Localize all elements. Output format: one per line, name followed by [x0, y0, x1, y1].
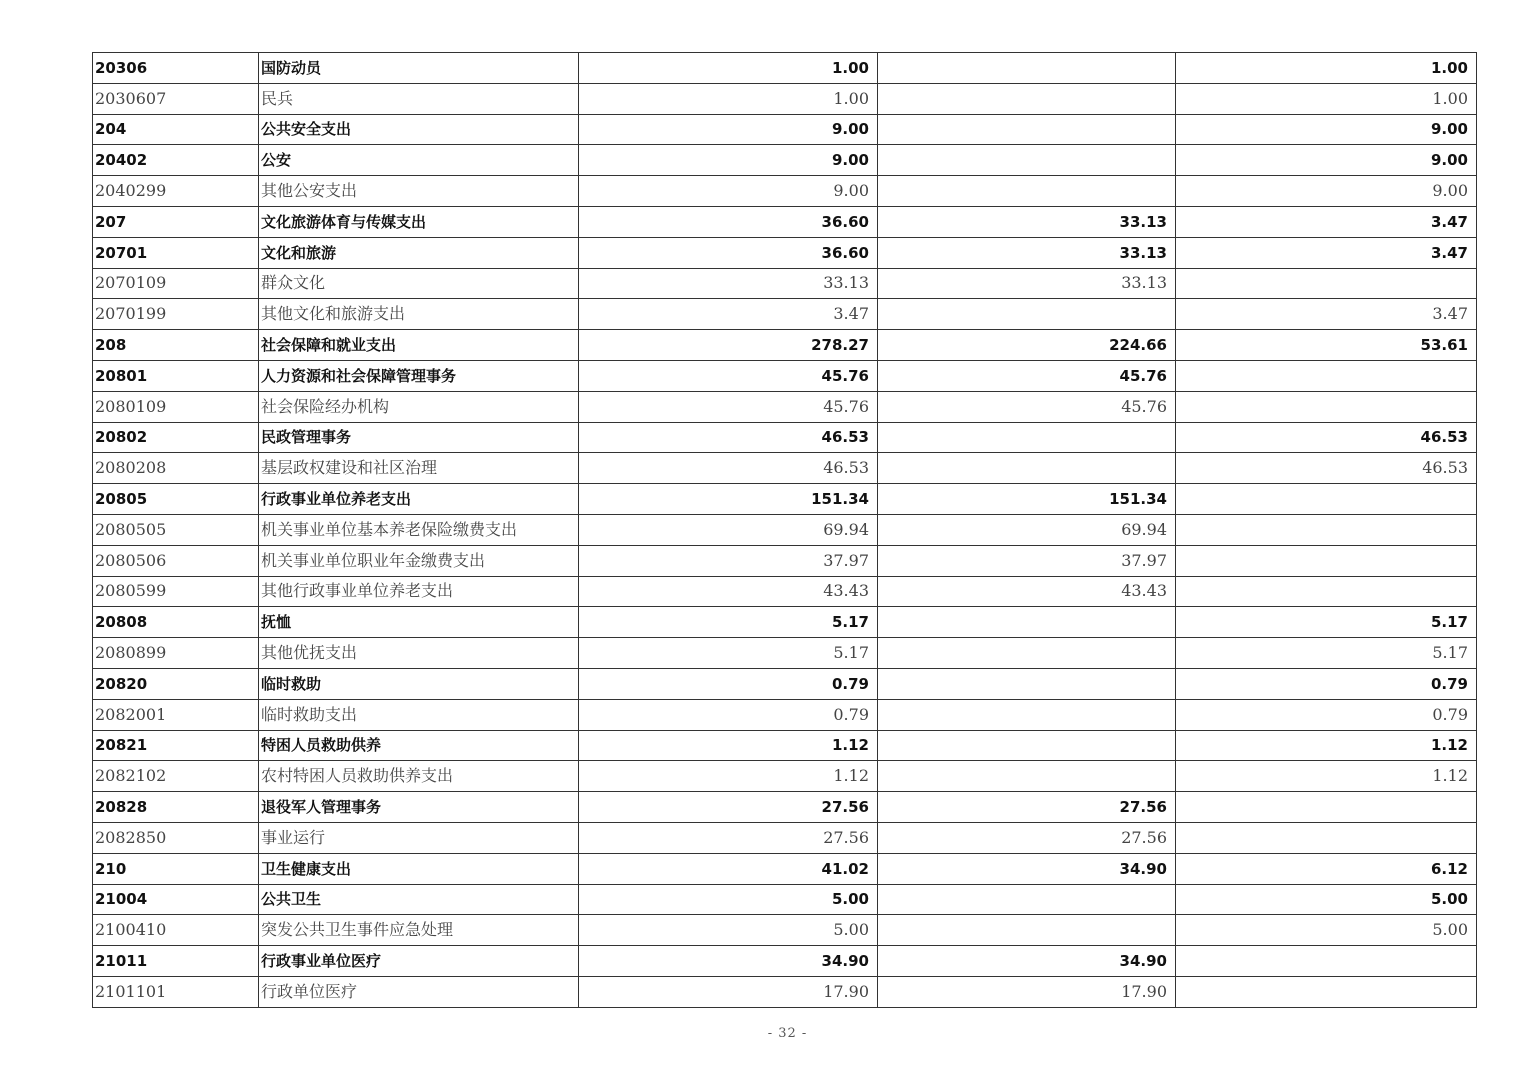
basic-expenditure-cell: 33.13 [878, 206, 1176, 237]
project-expenditure-cell: 5.17 [1176, 607, 1477, 638]
account-code-cell: 2101101 [93, 976, 259, 1007]
total-amount-cell: 9.00 [579, 176, 878, 207]
basic-expenditure-cell [878, 915, 1176, 946]
project-expenditure-cell [1176, 268, 1477, 299]
account-name-cell: 社会保险经办机构 [259, 391, 579, 422]
account-name-cell: 行政事业单位养老支出 [259, 484, 579, 515]
project-expenditure-cell: 53.61 [1176, 330, 1477, 361]
account-code-cell: 20402 [93, 145, 259, 176]
project-expenditure-cell [1176, 576, 1477, 607]
account-code-cell: 20820 [93, 668, 259, 699]
account-name-cell: 机关事业单位基本养老保险缴费支出 [259, 514, 579, 545]
basic-expenditure-cell [878, 299, 1176, 330]
basic-expenditure-cell: 34.90 [878, 853, 1176, 884]
account-name-cell: 公安 [259, 145, 579, 176]
table-row [93, 668, 1477, 699]
project-expenditure-cell: 9.00 [1176, 176, 1477, 207]
total-amount-cell: 3.47 [579, 299, 878, 330]
project-expenditure-cell: 0.79 [1176, 699, 1477, 730]
account-name-cell: 行政单位医疗 [259, 976, 579, 1007]
project-expenditure-cell [1176, 946, 1477, 977]
table-row [93, 730, 1477, 761]
account-code-cell: 20701 [93, 237, 259, 268]
account-name-cell: 特困人员救助供养 [259, 730, 579, 761]
expenditure-table [92, 52, 1477, 1008]
table-row [93, 638, 1477, 669]
basic-expenditure-cell: 33.13 [878, 268, 1176, 299]
table-row [93, 299, 1477, 330]
account-code-cell: 2080109 [93, 391, 259, 422]
basic-expenditure-cell [878, 638, 1176, 669]
table-row [93, 484, 1477, 515]
table-row [93, 176, 1477, 207]
basic-expenditure-cell: 43.43 [878, 576, 1176, 607]
total-amount-cell: 45.76 [579, 360, 878, 391]
table-row [93, 976, 1477, 1007]
table-row [93, 453, 1477, 484]
total-amount-cell: 36.60 [579, 237, 878, 268]
account-name-cell: 事业运行 [259, 822, 579, 853]
account-code-cell: 2080506 [93, 545, 259, 576]
total-amount-cell: 27.56 [579, 822, 878, 853]
basic-expenditure-cell [878, 83, 1176, 114]
total-amount-cell: 0.79 [579, 699, 878, 730]
account-code-cell: 210 [93, 853, 259, 884]
basic-expenditure-cell [878, 176, 1176, 207]
project-expenditure-cell [1176, 822, 1477, 853]
table-row [93, 360, 1477, 391]
total-amount-cell: 17.90 [579, 976, 878, 1007]
project-expenditure-cell: 3.47 [1176, 237, 1477, 268]
project-expenditure-cell: 0.79 [1176, 668, 1477, 699]
account-name-cell: 民政管理事务 [259, 422, 579, 453]
account-name-cell: 国防动员 [259, 53, 579, 84]
table-row [93, 514, 1477, 545]
page-number: - 32 - [767, 1026, 808, 1041]
project-expenditure-cell: 3.47 [1176, 299, 1477, 330]
basic-expenditure-cell: 37.97 [878, 545, 1176, 576]
table-row [93, 545, 1477, 576]
project-expenditure-cell [1176, 391, 1477, 422]
table-row [93, 761, 1477, 792]
total-amount-cell: 34.90 [579, 946, 878, 977]
total-amount-cell: 1.12 [579, 761, 878, 792]
account-code-cell: 204 [93, 114, 259, 145]
table-row [93, 83, 1477, 114]
account-code-cell: 2080899 [93, 638, 259, 669]
account-name-cell: 其他行政事业单位养老支出 [259, 576, 579, 607]
basic-expenditure-cell: 224.66 [878, 330, 1176, 361]
project-expenditure-cell: 5.00 [1176, 915, 1477, 946]
table-row [93, 822, 1477, 853]
project-expenditure-cell: 5.17 [1176, 638, 1477, 669]
table-row [93, 330, 1477, 361]
total-amount-cell: 9.00 [579, 114, 878, 145]
project-expenditure-cell: 46.53 [1176, 422, 1477, 453]
account-code-cell: 20801 [93, 360, 259, 391]
table-row [93, 53, 1477, 84]
account-name-cell: 人力资源和社会保障管理事务 [259, 360, 579, 391]
project-expenditure-cell [1176, 976, 1477, 1007]
project-expenditure-cell: 1.00 [1176, 53, 1477, 84]
account-code-cell: 2070109 [93, 268, 259, 299]
total-amount-cell: 69.94 [579, 514, 878, 545]
total-amount-cell: 5.00 [579, 915, 878, 946]
account-code-cell: 20805 [93, 484, 259, 515]
table-row [93, 206, 1477, 237]
basic-expenditure-cell [878, 730, 1176, 761]
account-code-cell: 2080599 [93, 576, 259, 607]
basic-expenditure-cell [878, 607, 1176, 638]
table-body [93, 53, 1477, 1008]
table-row [93, 237, 1477, 268]
total-amount-cell: 43.43 [579, 576, 878, 607]
total-amount-cell: 46.53 [579, 422, 878, 453]
account-code-cell: 207 [93, 206, 259, 237]
account-code-cell: 21004 [93, 884, 259, 915]
total-amount-cell: 27.56 [579, 792, 878, 823]
account-name-cell: 卫生健康支出 [259, 853, 579, 884]
project-expenditure-cell: 9.00 [1176, 145, 1477, 176]
account-code-cell: 2082102 [93, 761, 259, 792]
account-name-cell: 临时救助支出 [259, 699, 579, 730]
total-amount-cell: 1.00 [579, 83, 878, 114]
total-amount-cell: 151.34 [579, 484, 878, 515]
table-row [93, 576, 1477, 607]
total-amount-cell: 45.76 [579, 391, 878, 422]
account-code-cell: 2070199 [93, 299, 259, 330]
basic-expenditure-cell [878, 422, 1176, 453]
project-expenditure-cell [1176, 484, 1477, 515]
total-amount-cell: 1.12 [579, 730, 878, 761]
account-code-cell: 21011 [93, 946, 259, 977]
table-row [93, 114, 1477, 145]
account-code-cell: 20821 [93, 730, 259, 761]
project-expenditure-cell [1176, 360, 1477, 391]
account-name-cell: 其他文化和旅游支出 [259, 299, 579, 330]
project-expenditure-cell [1176, 792, 1477, 823]
table-row [93, 884, 1477, 915]
total-amount-cell: 36.60 [579, 206, 878, 237]
basic-expenditure-cell [878, 453, 1176, 484]
basic-expenditure-cell: 45.76 [878, 360, 1176, 391]
project-expenditure-cell: 46.53 [1176, 453, 1477, 484]
basic-expenditure-cell [878, 761, 1176, 792]
project-expenditure-cell: 3.47 [1176, 206, 1477, 237]
project-expenditure-cell: 6.12 [1176, 853, 1477, 884]
project-expenditure-cell [1176, 514, 1477, 545]
project-expenditure-cell: 1.12 [1176, 730, 1477, 761]
account-code-cell: 2100410 [93, 915, 259, 946]
table-row [93, 607, 1477, 638]
total-amount-cell: 41.02 [579, 853, 878, 884]
total-amount-cell: 9.00 [579, 145, 878, 176]
total-amount-cell: 1.00 [579, 53, 878, 84]
basic-expenditure-cell: 27.56 [878, 792, 1176, 823]
account-code-cell: 20828 [93, 792, 259, 823]
basic-expenditure-cell [878, 668, 1176, 699]
total-amount-cell: 5.00 [579, 884, 878, 915]
project-expenditure-cell: 1.12 [1176, 761, 1477, 792]
project-expenditure-cell: 5.00 [1176, 884, 1477, 915]
basic-expenditure-cell: 45.76 [878, 391, 1176, 422]
basic-expenditure-cell: 27.56 [878, 822, 1176, 853]
account-name-cell: 抚恤 [259, 607, 579, 638]
account-code-cell: 2080505 [93, 514, 259, 545]
table-row [93, 946, 1477, 977]
basic-expenditure-cell: 34.90 [878, 946, 1176, 977]
project-expenditure-cell: 9.00 [1176, 114, 1477, 145]
basic-expenditure-cell: 17.90 [878, 976, 1176, 1007]
account-name-cell: 机关事业单位职业年金缴费支出 [259, 545, 579, 576]
basic-expenditure-cell [878, 114, 1176, 145]
account-name-cell: 民兵 [259, 83, 579, 114]
total-amount-cell: 0.79 [579, 668, 878, 699]
total-amount-cell: 46.53 [579, 453, 878, 484]
account-code-cell: 20808 [93, 607, 259, 638]
basic-expenditure-cell: 151.34 [878, 484, 1176, 515]
account-name-cell: 临时救助 [259, 668, 579, 699]
basic-expenditure-cell [878, 699, 1176, 730]
total-amount-cell: 278.27 [579, 330, 878, 361]
table-row [93, 699, 1477, 730]
table-row [93, 391, 1477, 422]
account-name-cell: 文化和旅游 [259, 237, 579, 268]
account-name-cell: 农村特困人员救助供养支出 [259, 761, 579, 792]
basic-expenditure-cell: 33.13 [878, 237, 1176, 268]
account-code-cell: 2082001 [93, 699, 259, 730]
account-name-cell: 社会保障和就业支出 [259, 330, 579, 361]
account-name-cell: 突发公共卫生事件应急处理 [259, 915, 579, 946]
total-amount-cell: 5.17 [579, 607, 878, 638]
project-expenditure-cell: 1.00 [1176, 83, 1477, 114]
account-code-cell: 2030607 [93, 83, 259, 114]
account-name-cell: 公共安全支出 [259, 114, 579, 145]
total-amount-cell: 33.13 [579, 268, 878, 299]
account-name-cell: 公共卫生 [259, 884, 579, 915]
basic-expenditure-cell [878, 53, 1176, 84]
account-code-cell: 20802 [93, 422, 259, 453]
basic-expenditure-cell [878, 884, 1176, 915]
total-amount-cell: 37.97 [579, 545, 878, 576]
account-name-cell: 群众文化 [259, 268, 579, 299]
project-expenditure-cell [1176, 545, 1477, 576]
account-name-cell: 退役军人管理事务 [259, 792, 579, 823]
account-code-cell: 2080208 [93, 453, 259, 484]
table-row [93, 792, 1477, 823]
table-row [93, 422, 1477, 453]
account-code-cell: 2040299 [93, 176, 259, 207]
basic-expenditure-cell: 69.94 [878, 514, 1176, 545]
basic-expenditure-cell [878, 145, 1176, 176]
account-name-cell: 行政事业单位医疗 [259, 946, 579, 977]
account-name-cell: 文化旅游体育与传媒支出 [259, 206, 579, 237]
account-code-cell: 2082850 [93, 822, 259, 853]
account-name-cell: 其他公安支出 [259, 176, 579, 207]
table-row [93, 145, 1477, 176]
total-amount-cell: 5.17 [579, 638, 878, 669]
table-row [93, 915, 1477, 946]
table-row [93, 268, 1477, 299]
account-code-cell: 20306 [93, 53, 259, 84]
account-name-cell: 其他优抚支出 [259, 638, 579, 669]
table-row [93, 853, 1477, 884]
account-name-cell: 基层政权建设和社区治理 [259, 453, 579, 484]
account-code-cell: 208 [93, 330, 259, 361]
